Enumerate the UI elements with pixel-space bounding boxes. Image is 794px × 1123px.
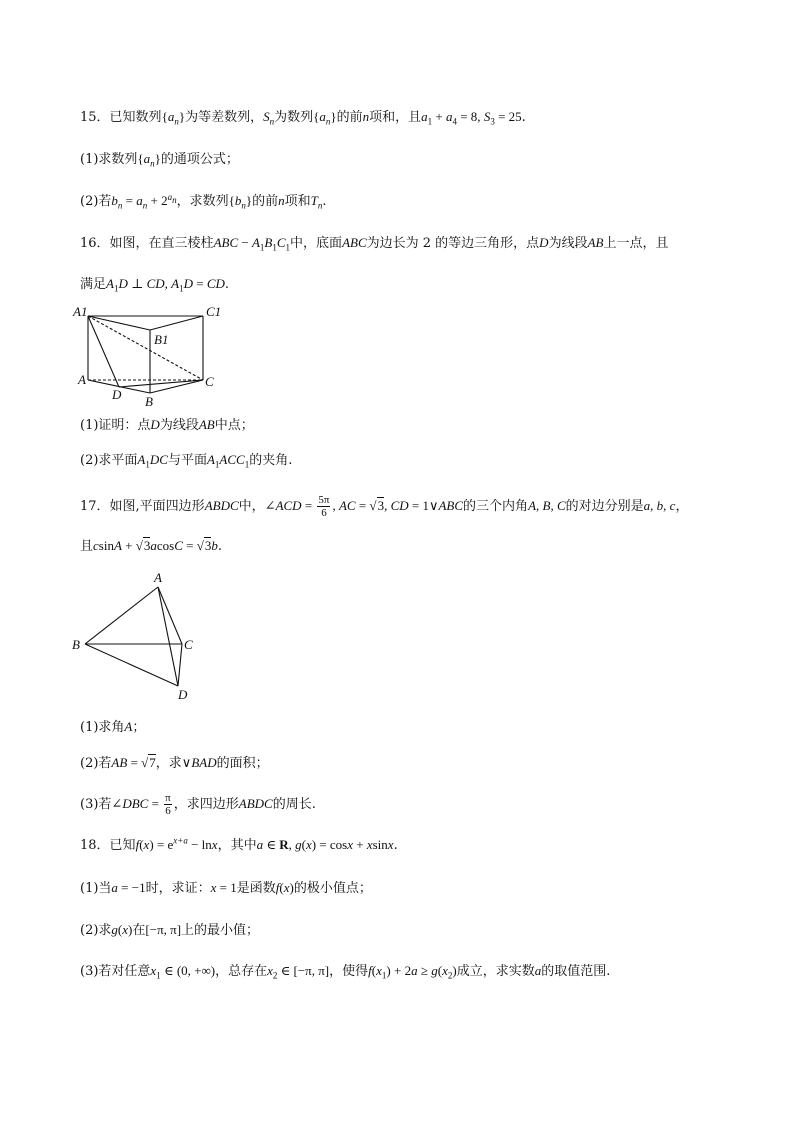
label-A: A bbox=[154, 570, 162, 585]
label-B: B bbox=[145, 394, 153, 409]
label-C: C bbox=[205, 374, 214, 389]
label-D: D bbox=[178, 687, 188, 702]
label-A1: A1 bbox=[73, 304, 88, 319]
q15-stem: 15．已知数列$\{a_n\}$为等差数列，$S_n$为数列$\{a_n\}$的前n项和，且$a_1 + a_4 = 8$, $S_3 = 25$. bbox=[80, 109, 526, 127]
q17-part2: (2)若AB = √7，求∨BAD的面积； bbox=[80, 755, 269, 771]
q15-part2: (2)若$b_n = a_n + 2^{a_n}$，求数列$\{b_n\}$的前n项和$T_n$. bbox=[80, 191, 327, 211]
label-C: C bbox=[184, 637, 193, 652]
label-B1: B1 bbox=[154, 332, 169, 347]
label-C1: C1 bbox=[206, 304, 222, 319]
q18-part3: (3)若对任意$x_1$ ∈ (0, +∞)，总存在$x_2$ ∈ [−π, π]，使得$f(x_1) + 2a \ge g(x_2)$成立，求实数a的取值范围. bbox=[80, 963, 611, 981]
q17-part1: (1)求角A； bbox=[80, 719, 146, 735]
q17-stem-line2: 且csinA + √3acosC = √3b. bbox=[80, 538, 223, 554]
q18-stem: 18．已知$f(x) = e^{x+a} - \ln x$，其中a ∈ R, g(x) = cosx + xsinx. bbox=[80, 835, 398, 853]
q16-part1: (1)证明：点D为线段AB中点； bbox=[80, 417, 254, 433]
label-B: B bbox=[72, 637, 80, 652]
label-A: A bbox=[78, 372, 86, 387]
q18-part2: (2)求g(x)在[−π, π]上的最小值； bbox=[80, 922, 260, 938]
q16-part2: (2)求平面$A_1DC$与平面$A_1ACC_1$的夹角. bbox=[80, 452, 293, 470]
q17-stem: 17．如图,平面四边形ABDC中，∠ACD = $\frac{5\pi}{6}$ , AC = √3, CD = 1∨ABC的三个内角A, B, C的对边分别是a, b, c， bbox=[80, 494, 689, 519]
q16-stem-line2: 满足$A_1D$ ⊥ CD, $A_1D$ = CD. bbox=[80, 276, 230, 294]
prism-figure bbox=[70, 298, 230, 410]
q16-stem: 16．如图，在直三棱柱ABC − $A_1B_1C_1$中，底面ABC为边长为 2 的等边三角形，点D为线段AB上一点，且 bbox=[80, 235, 669, 253]
label-D: D bbox=[112, 387, 122, 402]
q18-part1: (1)当a = −1时，求证：x = 1是函数f(x)的极小值点； bbox=[80, 880, 372, 896]
quadrilateral-figure bbox=[68, 568, 203, 703]
q17-part3: (3)若∠DBC = $\frac{\pi}{6}$ ，求四边形ABDC的周长. bbox=[80, 792, 316, 817]
q15-part1: (1)求数列$\{a_n\}$的通项公式； bbox=[80, 151, 239, 169]
